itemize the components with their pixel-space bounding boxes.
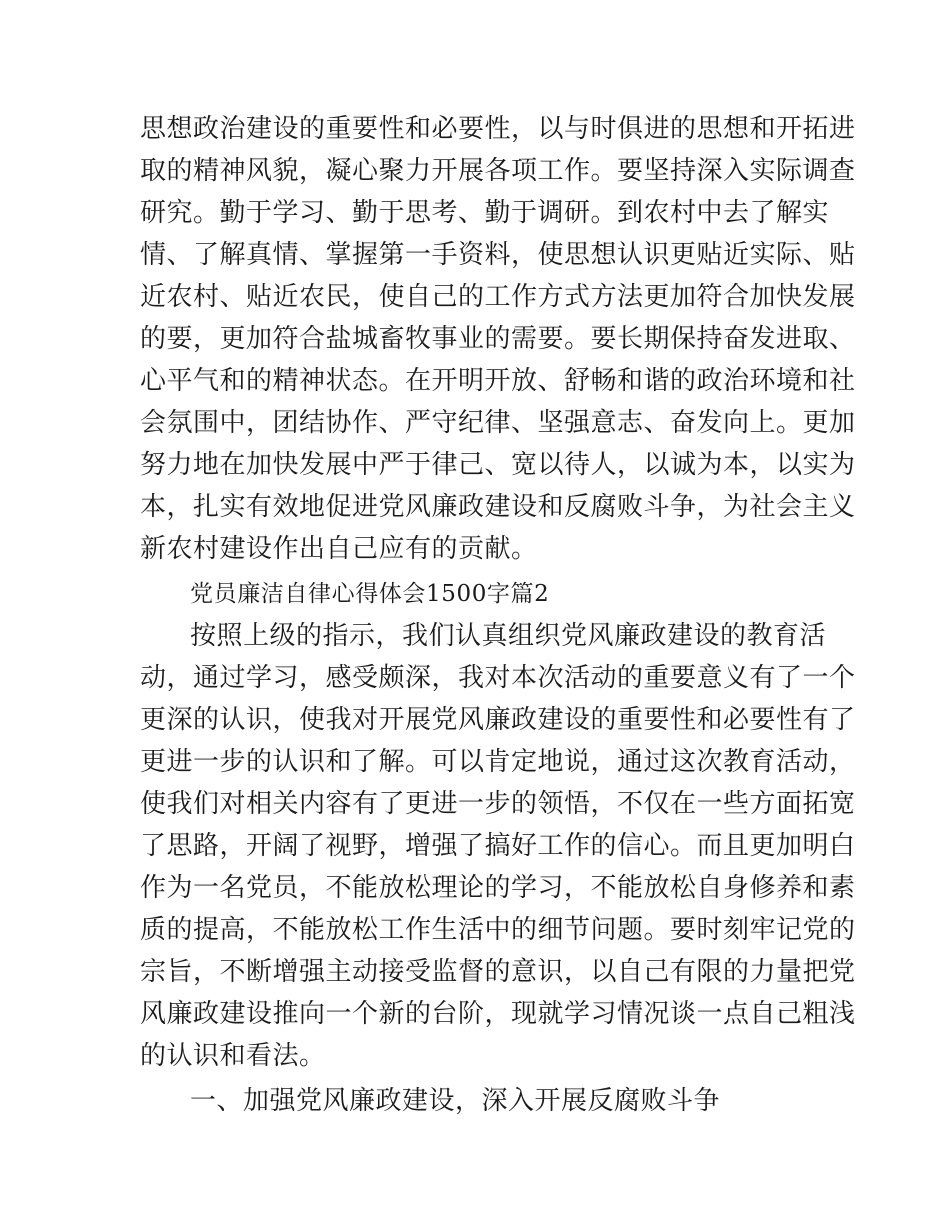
paragraph-line: 新农村建设作出自己应有的贡献。 xyxy=(140,534,538,564)
paragraph-line: 动，通过学习，感受颇深，我对本次活动的重要意义有了一个 xyxy=(140,663,856,693)
paragraph-line: 取的精神风貌，凝心聚力开展各项工作。要坚持深入实际调查 xyxy=(140,156,856,186)
section-title: 党员廉洁自律心得体会1500字篇2 xyxy=(190,581,550,607)
paragraph-line: 更深的认识，使我对开展党风廉政建设的重要性和必要性有了 xyxy=(140,705,856,735)
paragraph-line: 本，扎实有效地促进党风廉政建设和反腐败斗争，为社会主义 xyxy=(140,492,856,522)
subheading: 一、加强党风廉政建设，深入开展反腐败斗争 xyxy=(190,1086,721,1116)
paragraph-line: 了思路，开阔了视野，增强了搞好工作的信心。而且更加明白 xyxy=(140,831,856,861)
paragraph-line: 努力地在加快发展中严于律己、宽以待人，以诚为本，以实为 xyxy=(140,450,856,480)
paragraph-line: 使我们对相关内容有了更进一步的领悟，不仅在一些方面拓宽 xyxy=(140,789,856,819)
paragraph-line: 近农村、贴近农民，使自己的工作方式方法更加符合加快发展 xyxy=(140,282,856,312)
paragraph-line: 作为一名党员，不能放松理论的学习，不能放松自身修养和素 xyxy=(140,873,856,903)
paragraph-line: 的认识和看法。 xyxy=(140,1041,326,1071)
paragraph-line: 按照上级的指示，我们认真组织党风廉政建设的教育活 xyxy=(190,621,827,651)
paragraph-line: 情、了解真情、掌握第一手资料，使思想认识更贴近实际、贴 xyxy=(140,240,856,270)
paragraph-line: 思想政治建设的重要性和必要性，以与时俱进的思想和开拓进 xyxy=(140,114,856,144)
paragraph-line: 宗旨，不断增强主动接受监督的意识，以自己有限的力量把党 xyxy=(140,957,856,987)
paragraph-line: 更进一步的认识和了解。可以肯定地说，通过这次教育活动， xyxy=(140,747,856,777)
paragraph-line: 的要，更加符合盐城畜牧事业的需要。要长期保持奋发进取、 xyxy=(140,324,856,354)
paragraph-line: 研究。勤于学习、勤于思考、勤于调研。到农村中去了解实 xyxy=(140,198,830,228)
paragraph-line: 质的提高，不能放松工作生活中的细节问题。要时刻牢记党的 xyxy=(140,915,856,945)
paragraph-line: 风廉政建设推向一个新的台阶，现就学习情况谈一点自己粗浅 xyxy=(140,999,856,1029)
paragraph-line: 心平气和的精神状态。在开明开放、舒畅和谐的政治环境和社 xyxy=(140,366,856,396)
paragraph-line: 会氛围中，团结协作、严守纪律、坚强意志、奋发向上。更加 xyxy=(140,408,856,438)
